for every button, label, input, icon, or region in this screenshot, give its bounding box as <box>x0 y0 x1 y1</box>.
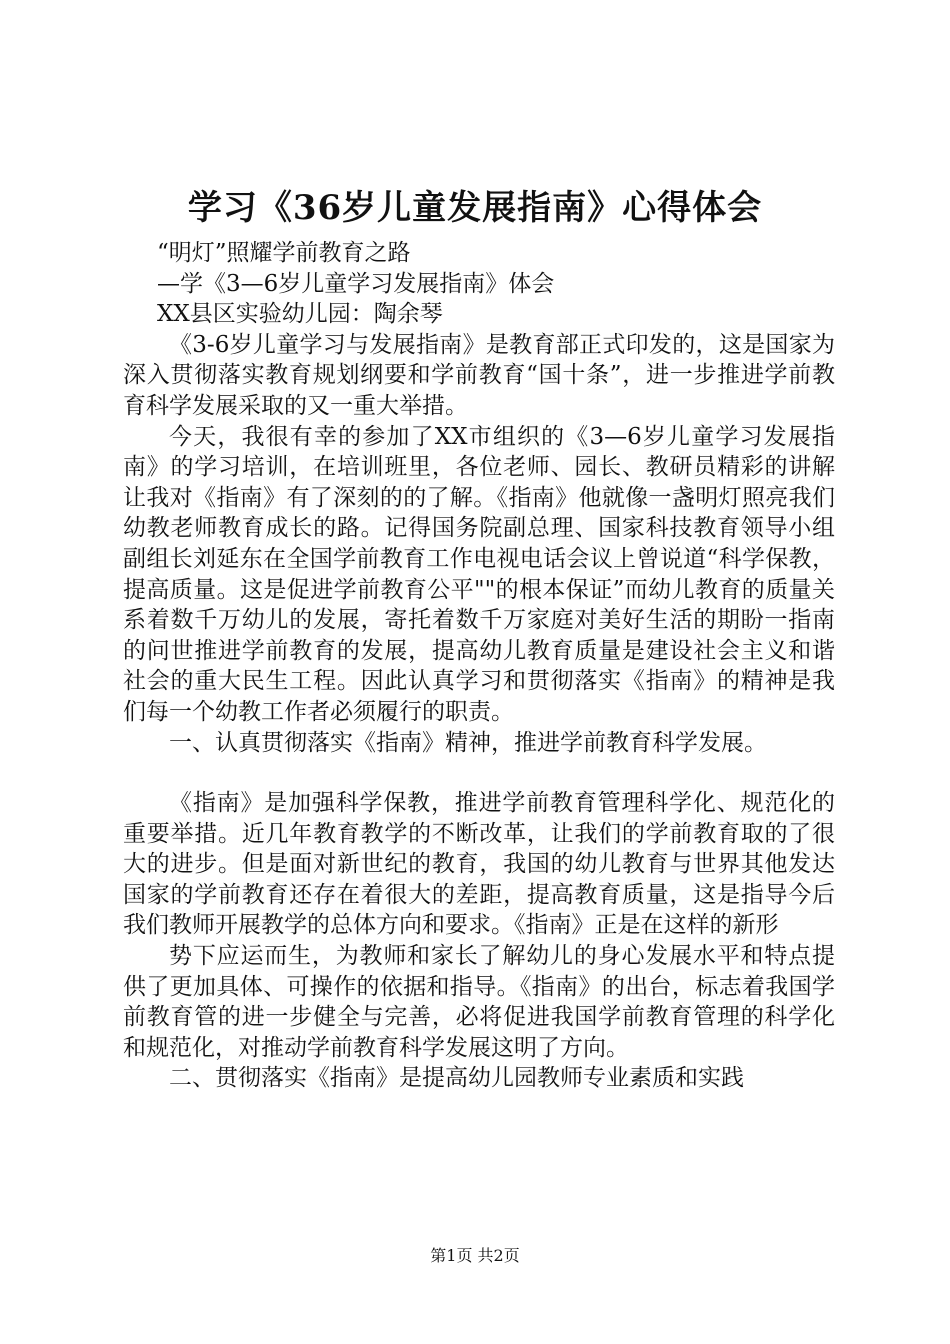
body-paragraph: 《指南》是加强科学保教，推进学前教育管理科学化、规范化的重要举措。近几年教育教学的不断改革，让我们的学前教育取的了很大的进步。但是面对新世纪的教育，我国的幼儿教育与世界其他发达国家的学前教育还存在着很大的差距，提高教育质量，这是指导今后我们教师开展教学的总体方向和要求。《指南》正是在这样的新形 <box>123 790 835 939</box>
document-title: 学习《36岁儿童发展指南》心得体会 <box>187 188 763 228</box>
section-heading: 一、认真贯彻落实《指南》精神，推进学前教育科学发展。 <box>169 729 767 756</box>
author-line: XX县区实验幼儿园：陶余琴 <box>157 301 443 328</box>
body-paragraph: 《3-6岁儿童学习与发展指南》是教育部正式印发的，这是国家为深入贯彻落实教育规划纲要和学前教育“国十条”，进一步推进学前教育科学发展采取的又一重大举措。 <box>123 331 835 419</box>
page-footer: 第1页 共2页 <box>430 1246 520 1265</box>
document-body <box>123 238 835 1094</box>
section-heading: 二、贯彻落实《指南》是提高幼儿园教师专业素质和实践 <box>169 1065 744 1092</box>
subtitle-line: —学《3—6岁儿童学习发展指南》体会 <box>157 270 555 297</box>
body-paragraph: 今天，我很有幸的参加了XX市组织的《3—6岁儿童学习发展指南》的学习培训，在培训班里，各位老师、园长、教研员精彩的讲解让我对《指南》有了深刻的的了解。《指南》他就像一盏明灯照亮我们幼教老师教育成长的路。记得国务院副总理、国家科技教育领导小组副组长刘延东在全国学前教育工作电视电话会议上曾说道“科学保教，提高质量。这是促进学前教育公平""的根本保证”而幼儿教育的质量关系着数千万幼儿的发展，寄托着数千万家庭对美好生活的期盼一指南的问世推进学前教育的发展，提高幼儿教育质量是建设社会主义和谐社会的重大民生工程。因此认真学习和贯彻落实《指南》的精神是我们每一个幼教工作者必须履行的职责。 <box>123 423 835 725</box>
subtitle-line: “明灯”照耀学前教育之路 <box>157 240 411 266</box>
body-paragraph: 势下应运而生，为教师和家长了解幼儿的身心发展水平和特点提供了更加具体、可操作的依据和指导。《指南》的出台，标志着我国学前教育管的进一步健全与完善，必将促进我国学前教育管理的科学化和规范化，对推动学前教育科学发展这明了方向。 <box>123 943 835 1061</box>
